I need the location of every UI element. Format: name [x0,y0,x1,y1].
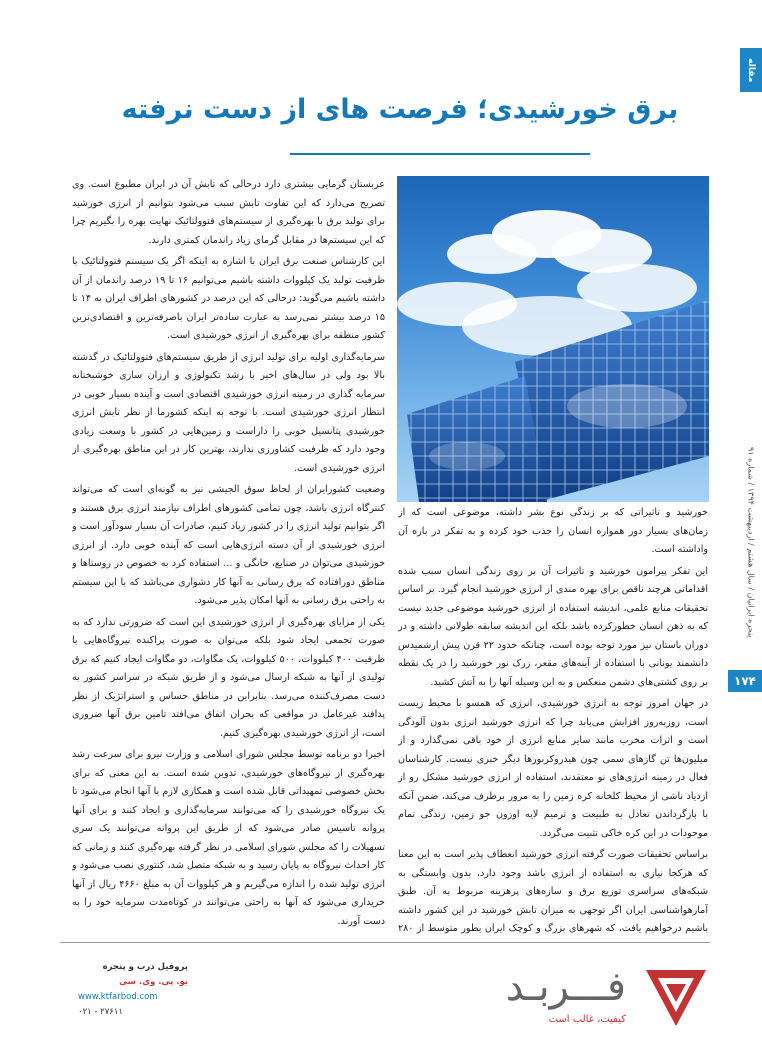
paragraph: خورشید و تاثیراتی که بر زندگی نوع بشر داشته، موضوعی است که از زمان‌های بسیار دور همواره انسان را جذب خود کرده و به تفکر در باره آن واداشته است. [398,507,708,555]
paragraph: سرمایه‌گذاری اولیه برای تولید انرژی از طریق سیستم‌های فتوولتائیک در گذشته بالا بود ولی در سال‌های اخیر با رشد تکنولوژی و ارزان سازی خوشبختانه سرمایه گذاری در زمینه انرژی خورشیدی اقتصادی است و آینده بسیار خوبی در انتظار انرژی خورشیدی است. با توجه به اینکه کشورما از نظر تابش انرژی خورشیدی پتانسیل خوبی را داراست و زمین‌هایی در کشور با وسعت زیادی وجود دارد که ظرفیت کشاورزی ندارند، بهترین کار در این مناطق بهره‌گیری از انرژی خورشیدی است. [72,351,385,474]
section-tab: مقاله [740,48,762,92]
right-column [398,504,708,934]
paragraph: یکی از مزایای بهره‌گیری از انرژی خورشیدی این است که ضرورتی ندارد که به صورت تجمعی ایجاد شود بلکه می‌توان به صورت پراکنده نیروگاه‌هایی با ظرفیت ۴۰۰ کیلووات، ۵۰۰ کیلووات، یک مگاوات، دو مگاوات ایجاد کنیم که برق تولیدی از آنها به شبکه ارسال می‌شود و از طریق شبکه در سراسر کشور به دست مصرف‌کننده می‌رسد. بنابراین در مناطق حساس و استراتژیک از نظر پدافند غیرعامل در مواقعی که بحران اتفاق می‌افتد تامین برق آنها ضروری است، از انرژی خورشیدی بهره‌گیری کنیم. [72,616,385,739]
page-meta: پنجره ایرانیان / سال هشتم / اردیبهشت ۱۳۹۴ / شماره ۹۱ [746,447,756,638]
paragraph: وضعیت کشورایران از لحاظ سوق الجیشی نیز به گونه‌ای است که می‌تواند کنترگاه انرژی باشد، چون تمامی کشورهای اطراف نیازمند انرژی برق هستند و اگر بتوانیم تولید انرژی را در کشور زیاد کنیم، صادرات آن بسیار سودآور است و انرژی خورشیدی از آن دسته انرژی‌هایی است که آینده خوبی دارد. از انرژی خورشیدی می‌توان در صنایع، خانگی و ... استفاده کرد به خصوص در روستاها و مناطق دورافتاده که برق رسانی به آنها کار دشواری می‌باشد که با این سیستم به راحتی برق رسانی به آنها امکان پذیر می‌شود. [72,484,385,606]
solar-panels-illustration [397,176,709,502]
product-type: یو. پی. وی. سی [119,977,188,987]
paragraph: این کارشناس صنعت برق ایران با اشاره به اینکه اگر یک سیستم فتوولتائیک با ظرفیت تولید یک کیلووات داشته باشیم می‌توانیم ۱۶ تا ۱۹ درصد راندمان از آن داشته باشیم می‌گوید: درحالی که این درصد در کشورهای اطراف ایران به ۱۴ تا ۱۵ درصد بیشتر نمی‌رسد به عبارت ساده‌تر ایران باصرفه‌ترین و اقتصادی‌ترین کشور منطقه برای بهره‌گیری از انرژی خورشیدی است. [72,256,385,341]
website-link[interactable]: www.ktfarbod.com [78,992,158,1002]
brand-tagline: کیفیت، غالب است [548,1014,626,1025]
footer-divider [60,942,710,943]
left-column [72,176,385,932]
brand-name: فـــربـد [505,964,626,1010]
paragraph: براساس تحقیقات صورت گرفته انرژی خورشید انعطاف پذیر است به این معنا که هرکجا نیازی به استفاده از انرژی باشد وجود دارد، بدون وابستگی به شبکه‌های سراسری توزیع برق و سازه‌های پرهزینه مربوط به آن. طبق آمارهواشناسی ایران اگر توجهی به میزان تابش خورشید در این کشور داشته باشیم درخواهیم یافت، که شهرهای بزرگ و کوچک ایران بطور متوسط از ۲۸۰ [398,849,708,934]
article-title: برق خورشیدی؛ فرصت های از دست نرفته [121,94,679,125]
footer-logo [422,958,722,1038]
paragraph: عربستان گرمایی بیشتری دارد درحالی که تابش آن در ایران مطبوع است. وی تصریح می‌دارد که این تفاوت تابش سبب می‌شود بتوانیم از انرژی خورشید برای تولید برق با بهره‌گیری از سیستم‌های فتوولتائیک نهایت بهره را بگیریم چرا که این سیستم‌ها در مقابل گرمای زیاد راندمان کمتری دارند. [72,179,385,246]
title-underline [290,153,590,155]
solar-panels-photo [397,176,709,502]
brand-logo-icon [640,962,712,1032]
paragraph: این تفکر پیرامون خورشید و تاثیرات آن بر روی زندگی انسان سبب شده اقداماتی هرچند ناقص برای بهره مندی از انرژی خورشید انجام گیرد. بر اساس تحقیقات منابع علمی، اندیشه استفاده از انرژی خورشید موضوعی جدید نیست که به ذهن انسان خطورکرده باشد بلکه این اندیشه سابقه طولانی داشته و در دوران باستان نیز مورد توجه بوده است، چنانکه حدود ۲۲ قرن پیش ارشمیدس دانشمند یونانی با استفاده از آینه‌های مقعر، زرک نور خورشید را در یک نقطه بر روی کشتی‌های دشمن منعکس و به این وسیله آنها را به آتش کشید. [398,565,708,688]
page-number: ۱۷۴ [728,670,762,692]
product-line: پروفیل درب و پنجره [102,962,188,972]
phone-number: ۰۲۱ - ۲۷۶۱۱ [78,1007,123,1017]
paragraph: در جهان امروز توجه به انرژی خورشیدی، انرژی که همسو با محیط زیست است، روزبه‌روز افزایش می‌یابد چرا که انرژی خورشید انرژی بدون آلودگی است و اثرات مخرب مانند سایر منابع انرژی از خود باقی نمی‌گذارد و از میلیون‌ها تن گازهای سمی چون هیدروکربورها دیگر خبری نیست. کارشناسان فعال در زمینه انرژی‌های نو معتقدند، استفاده از انرژی خورشید مشکل رو از ازدیاد ناشی از محیط کلخانه کره زمین را به مرور برطرف می‌کند، ضمن آنکه با بازگرداندن تعادل به طبیعت و ترمیم لایه اوزون جو زمین، زندگی تمام موجودات در این کره خاکی تثبیت می‌گردد. [398,698,708,839]
paragraph: اخیرا دو برنامه توسط مجلس شورای اسلامی و وزارت نیرو برای سرعت رشد بهره‌گیری از نیروگاه‌های خورشیدی، تدوین شده است. به این معنی که برای بخش خصوصی تمهیداتی قابل شده است و همکاری لازم با آنها انجام می‌شود تا یک نیروگاه خورشیدی را که می‌توانند سرمایه‌گذاری و ایجاد کنند و برای آنها پروانه تاسیس صادر می‌شود که از طریق این پروانه می‌توانند یک سری تسهیلات را که مجلس شورای اسلامی در نظر گرفته بهره‌گیری کنند و زمانی که کار احداث نیروگاه به پایان رسید و به شبکه متصل شد، کنتوری نصب می‌شود و انرژی تولید شده را اندازه می‌گیریم و هر کیلووات آن به مبلغ ۴۶۶۰ ریال از آنها خریداری می‌شود که آنها به راحتی می‌توانند در کوتاه‌مدت سرمایه خود را به دست آورند. [72,749,385,927]
footer-contact [78,960,188,1020]
